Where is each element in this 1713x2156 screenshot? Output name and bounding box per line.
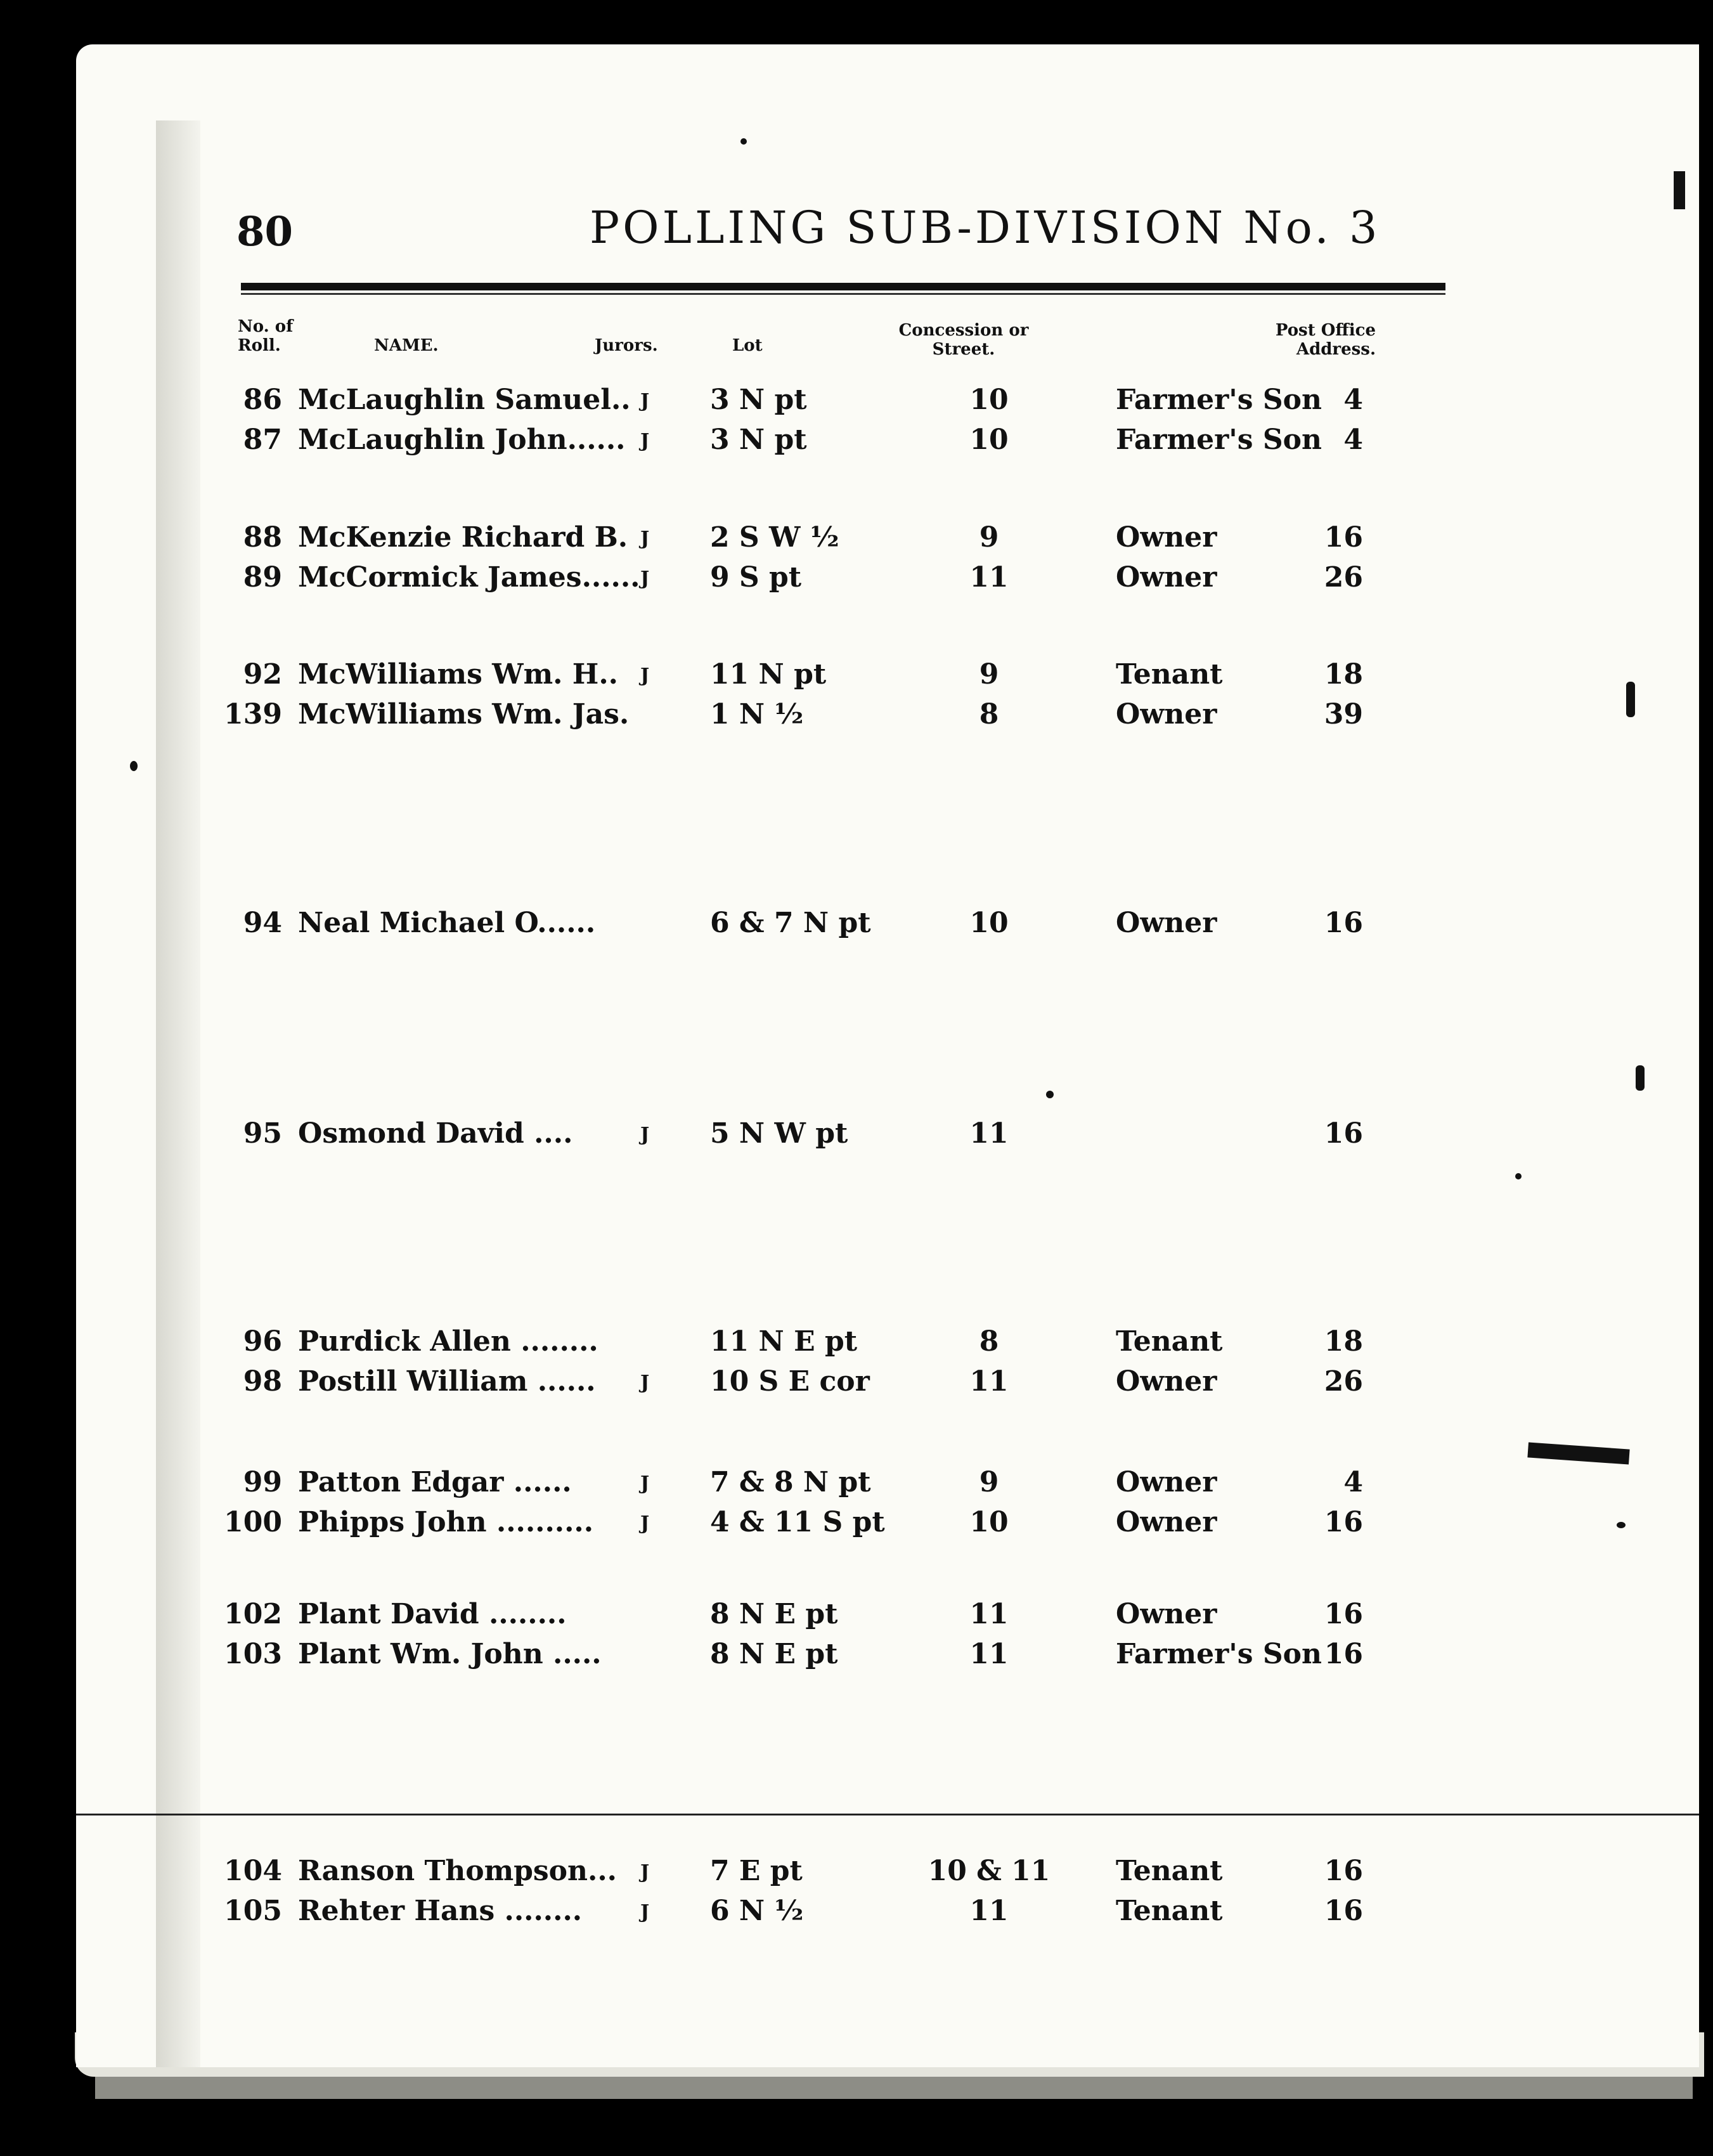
column-header-post-office-line1: Post Office [1275,321,1376,340]
lot: 3 N pt [710,384,807,416]
table-row [76,1365,1699,1403]
occupation: Farmer's Son [1116,1638,1322,1670]
post-office-number: 16 [1324,1506,1363,1538]
occupation: Tenant [1116,658,1223,691]
lot: 6 & 7 N pt [710,907,871,939]
post-office-number: 39 [1324,698,1363,731]
post-office-number: 18 [1324,658,1363,691]
voter-name: Plant Wm. John ..... [298,1638,602,1670]
voter-name: Plant David ........ [298,1598,567,1630]
table-row [76,658,1699,696]
post-office-number: 16 [1324,1598,1363,1630]
voter-name: Ranson Thompson... [298,1855,617,1887]
roll-number: 87 [243,424,282,456]
post-office-number: 16 [1324,1117,1363,1150]
occupation: Owner [1116,1466,1217,1498]
voter-name: Phipps John .......... [298,1506,594,1538]
juror-mark: J [640,390,650,412]
voter-name: McLaughlin Samuel.. [298,384,631,416]
table-row [76,1895,1699,1933]
table-row [76,1466,1699,1504]
scan-speck [740,138,747,145]
juror-mark: J [640,430,650,452]
roll-number: 89 [243,561,282,594]
occupation: Farmer's Son [1116,424,1322,456]
juror-mark: J [640,1512,650,1535]
scan-mark [1674,171,1685,209]
concession: 11 [969,561,1009,594]
juror-mark: J [640,665,650,687]
page-stack-shadow [95,2074,1693,2099]
juror-mark: J [640,1861,650,1883]
lot: 5 N W pt [710,1117,848,1150]
table-row [76,424,1699,462]
concession: 8 [979,698,999,731]
lot: 9 S pt [710,561,802,594]
occupation: Owner [1116,1506,1217,1538]
lot: 1 N ½ [710,698,804,731]
lot: 7 & 8 N pt [710,1466,871,1498]
table-row [76,698,1699,736]
voter-name: Patton Edgar ...... [298,1466,572,1498]
lot: 4 & 11 S pt [710,1506,885,1538]
concession: 11 [969,1895,1009,1927]
post-office-number: 26 [1324,1365,1363,1398]
scan-mark [1636,1065,1645,1091]
table-row [76,1638,1699,1676]
roll-number: 103 [224,1638,282,1670]
juror-mark: J [640,528,650,550]
juror-mark: J [640,1472,650,1495]
column-header-roll-line1: No. of [238,317,294,336]
voter-name: Rehter Hans ........ [298,1895,583,1927]
voter-name: Postill William ...... [298,1365,596,1398]
table-row [76,384,1699,422]
concession: 10 [969,1506,1009,1538]
column-header-concession-line1: Concession or [898,321,1029,340]
column-header-lot: Lot [732,336,763,355]
occupation: Owner [1116,698,1217,731]
post-office-number: 18 [1324,1325,1363,1358]
lot: 11 N pt [710,658,827,691]
concession: 10 [969,384,1009,416]
roll-number: 92 [243,658,282,691]
occupation: Owner [1116,907,1217,939]
voter-name: McKenzie Richard B. [298,521,628,554]
table-row [76,521,1699,559]
post-office-number: 4 [1343,384,1363,416]
roll-number: 99 [243,1466,282,1498]
juror-mark: J [640,568,650,590]
table-row [76,1598,1699,1636]
occupation: Tenant [1116,1855,1223,1887]
concession: 9 [979,658,999,691]
lot: 3 N pt [710,424,807,456]
concession: 9 [979,521,999,554]
concession: 11 [969,1365,1009,1398]
concession: 10 [969,907,1009,939]
occupation: Owner [1116,1598,1217,1630]
table-row [76,1855,1699,1893]
voter-name: McWilliams Wm. Jas. [298,698,630,731]
column-header-jurors: Jurors. [595,336,658,355]
juror-mark: J [640,1901,650,1923]
scan-speck [1617,1522,1626,1528]
column-header-post-office [1262,321,1376,359]
juror-mark: J [640,1372,650,1394]
concession: 10 & 11 [928,1855,1050,1887]
roll-number: 102 [224,1598,282,1630]
table-row [76,561,1699,599]
column-header-name: NAME. [374,336,439,355]
page-fold-line [76,1814,1699,1815]
voter-name: McWilliams Wm. H.. [298,658,618,691]
roll-number: 104 [224,1855,282,1887]
roll-number: 96 [243,1325,282,1358]
lot: 8 N E pt [710,1598,838,1630]
voter-name: Purdick Allen ........ [298,1325,598,1358]
column-header-concession-line2: Street. [932,340,995,359]
occupation: Farmer's Son [1116,384,1322,416]
scan-mark [1527,1442,1629,1464]
juror-mark: J [640,1124,650,1146]
voter-name: Neal Michael O...... [298,907,596,939]
lot: 2 S W ½ [710,521,839,554]
voter-name: McCormick James...... [298,561,640,594]
occupation: Owner [1116,1365,1217,1398]
occupation: Owner [1116,521,1217,554]
header-rule [241,283,1445,290]
column-header-roll-line2: Roll. [238,336,281,355]
concession: 10 [969,424,1009,456]
roll-number: 88 [243,521,282,554]
voter-name: McLaughlin John...... [298,424,626,456]
scan-mark [1626,682,1635,717]
lot: 7 E pt [710,1855,803,1887]
post-office-number: 16 [1324,521,1363,554]
scan-speck [1515,1173,1522,1179]
roll-number: 100 [224,1506,282,1538]
roll-number: 98 [243,1365,282,1398]
header-rule-thin [241,293,1445,295]
table-row [76,1506,1699,1544]
voter-name: Osmond David .... [298,1117,573,1150]
concession: 9 [979,1466,999,1498]
lot: 10 S E cor [710,1365,870,1398]
table-row [76,1117,1699,1155]
roll-number: 86 [243,384,282,416]
lot: 8 N E pt [710,1638,838,1670]
post-office-number: 16 [1324,1855,1363,1887]
column-header-concession [888,321,1040,359]
lot: 11 N E pt [710,1325,858,1358]
roll-number: 95 [243,1117,282,1150]
page-number: 80 [236,208,294,256]
post-office-number: 16 [1324,1895,1363,1927]
scan-speck [130,761,138,771]
page-title: POLLING SUB-DIVISION No. 3 [590,202,1381,254]
ledger-page [76,44,1699,2067]
occupation: Tenant [1116,1325,1223,1358]
table-row [76,907,1699,945]
roll-number: 105 [224,1895,282,1927]
concession: 8 [979,1325,999,1358]
concession: 11 [969,1117,1009,1150]
roll-number: 94 [243,907,282,939]
concession: 11 [969,1638,1009,1670]
post-office-number: 16 [1324,907,1363,939]
lot: 6 N ½ [710,1895,804,1927]
occupation: Owner [1116,561,1217,594]
scan-speck [1046,1091,1054,1098]
post-office-number: 16 [1324,1638,1363,1670]
post-office-number: 4 [1343,424,1363,456]
roll-number: 139 [224,698,282,731]
post-office-number: 4 [1343,1466,1363,1498]
occupation: Tenant [1116,1895,1223,1927]
post-office-number: 26 [1324,561,1363,594]
concession: 11 [969,1598,1009,1630]
table-row [76,1325,1699,1363]
column-header-post-office-line2: Address. [1296,340,1376,359]
column-header-roll [238,317,293,355]
